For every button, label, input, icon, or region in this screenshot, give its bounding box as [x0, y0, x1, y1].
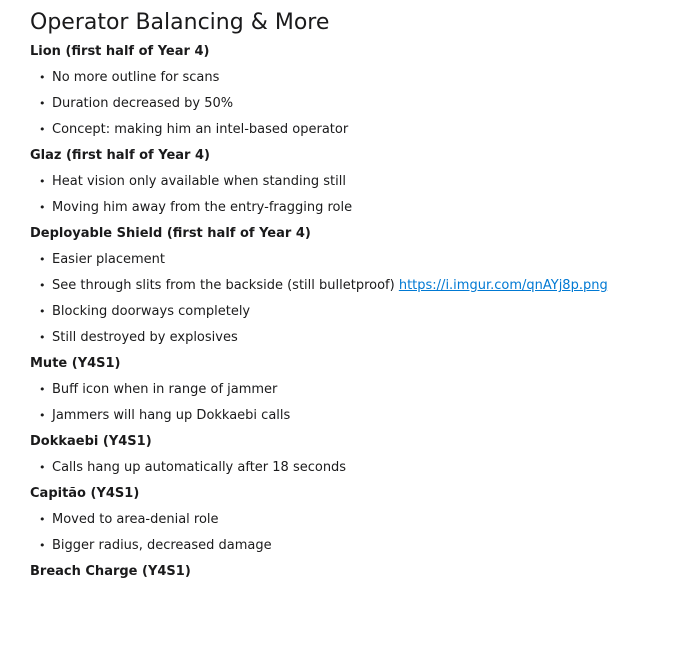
list-item	[30, 277, 650, 295]
list-item-text: Moved to area-denial role	[52, 512, 219, 527]
sections-container	[30, 43, 650, 581]
bullet-icon: •	[39, 331, 46, 344]
list-item-text: Calls hang up automatically after 18 seconds	[52, 460, 347, 475]
bullet-icon: •	[39, 383, 46, 396]
list-item	[30, 511, 650, 529]
list-item-text: Buff icon when in range of jammer	[52, 382, 278, 397]
section-heading: Lion (first half of Year 4)	[30, 44, 210, 59]
section-heading: Capitão (Y4S1)	[30, 486, 140, 501]
section	[30, 43, 650, 139]
bullet-icon: •	[39, 123, 46, 136]
bullet-icon: •	[39, 305, 46, 318]
list-item	[30, 69, 650, 87]
list-item-text: Concept: making him an intel-based operator	[52, 122, 349, 137]
list-item	[30, 407, 650, 425]
list-item	[30, 251, 650, 269]
list-item-text: Bigger radius, decreased damage	[52, 538, 272, 553]
list-item	[30, 199, 650, 217]
list-item	[30, 537, 650, 555]
bullet-list	[30, 511, 650, 555]
list-item	[30, 173, 650, 191]
section	[30, 355, 650, 425]
section-heading: Mute (Y4S1)	[30, 356, 121, 371]
list-item-text: Blocking doorways completely	[52, 304, 251, 319]
list-item	[30, 95, 650, 113]
bullet-list	[30, 251, 650, 347]
bullet-icon: •	[39, 175, 46, 188]
list-item-text: Jammers will hang up Dokkaebi calls	[52, 408, 291, 423]
bullet-list	[30, 459, 650, 477]
bullet-list	[30, 173, 650, 217]
bullet-icon: •	[39, 513, 46, 526]
section-heading: Deployable Shield (first half of Year 4)	[30, 226, 311, 241]
bullet-icon: •	[39, 201, 46, 214]
section-heading: Breach Charge (Y4S1)	[30, 564, 191, 579]
bullet-icon: •	[39, 253, 46, 266]
section-heading: Dokkaebi (Y4S1)	[30, 434, 152, 449]
list-item-text: Duration decreased by 50%	[52, 96, 234, 111]
list-item	[30, 303, 650, 321]
list-item	[30, 459, 650, 477]
image-link[interactable]: https://i.imgur.com/qnAYj8p.png	[398, 278, 608, 293]
bullet-list	[30, 381, 650, 425]
list-item-text: Heat vision only available when standing still	[52, 174, 346, 189]
bullet-list	[30, 69, 650, 139]
bullet-icon: •	[39, 97, 46, 110]
section	[30, 563, 650, 581]
bullet-icon: •	[39, 539, 46, 552]
section	[30, 433, 650, 477]
list-item	[30, 329, 650, 347]
section	[30, 225, 650, 347]
bullet-icon: •	[39, 279, 46, 292]
section-heading: Glaz (first half of Year 4)	[30, 148, 210, 163]
list-item-text: See through slits from the backside (still bulletproof)	[52, 278, 395, 293]
list-item-text: Easier placement	[52, 252, 166, 267]
bullet-icon: •	[39, 409, 46, 422]
bullet-icon: •	[39, 461, 46, 474]
section	[30, 485, 650, 555]
list-item-text: Moving him away from the entry-fragging role	[52, 200, 353, 215]
section	[30, 147, 650, 217]
list-item-text: Still destroyed by explosives	[52, 330, 238, 345]
list-item	[30, 381, 650, 399]
page-title: Operator Balancing & More	[30, 10, 330, 35]
list-item-text: No more outline for scans	[52, 70, 220, 85]
list-item	[30, 121, 650, 139]
bullet-icon: •	[39, 71, 46, 84]
